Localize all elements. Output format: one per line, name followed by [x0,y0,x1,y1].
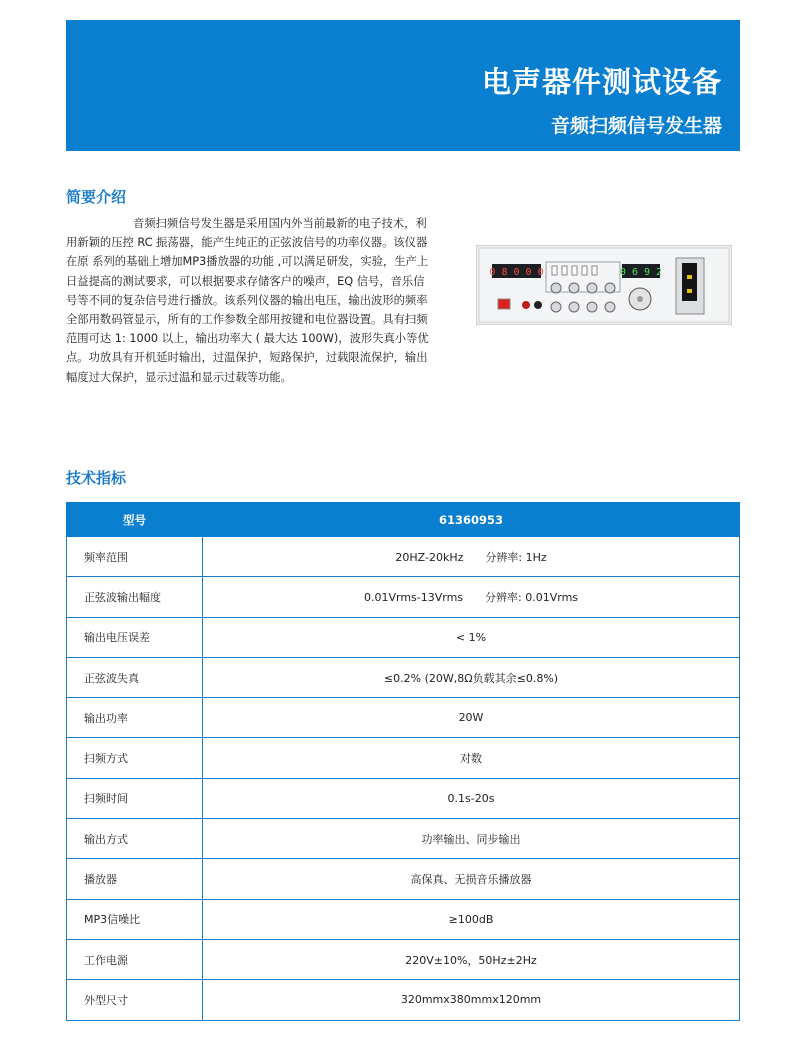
voltage-display: 0 6 9 2 [619,267,663,278]
frequency-display: 0 8 0 0 0 [489,267,544,278]
spec-name: 频率范围 [67,537,203,577]
table-row [67,980,740,1020]
table-row [67,698,740,738]
table-row [67,617,740,657]
spec-name: 输出功率 [67,698,203,738]
table-row [67,939,740,979]
intro-text [66,214,434,387]
page-title: 电声器件测试设备 [481,65,722,99]
spec-value [203,577,740,617]
table-row [67,899,740,939]
header-banner [66,20,740,151]
spec-value-resolution: 分辨率: 0.01Vrms [485,590,579,604]
spec-value-main: 20HZ-20kHz [395,550,464,564]
spec-value: 高保真、无损音乐播放器 [203,859,740,899]
spec-name: 工作电源 [67,939,203,979]
model-number: 61360953 [203,503,740,537]
table-row [67,859,740,899]
model-label: 型号 [67,503,203,537]
spec-value: ≤0.2% (20W,8Ω负载其余≤0.8%) [203,657,740,697]
table-row [67,738,740,778]
spec-name: 扫频时间 [67,778,203,818]
specs-table [66,502,740,1021]
intro-heading: 简要介绍 [66,188,127,206]
spec-value: < 1% [203,617,740,657]
page-subtitle: 音频扫频信号发生器 [550,115,722,137]
spec-value: 对数 [203,738,740,778]
spec-value [203,537,740,577]
spec-value: 320mmx380mmx120mm [203,980,740,1020]
specs-heading: 技术指标 [66,469,127,487]
table-row [67,537,740,577]
spec-name: 外型尺寸 [67,980,203,1020]
intro-paragraph: 音频扫频信号发生器是采用国内外当前最新的电子技术，利用新颖的压控 RC 振荡器，能产生纯正的正弦波信号的功率仪器。该仪器在原 系列的基础上增加MP3播放器的功能 ,可以满足研发，实验，生产上日益提高的测试要求，可以根据要求存储客户的噪声，EQ 信号，音乐信号等不同的复杂信号进行播放。该系列仪器的输出电压，输出波形的频率全部用数码管显示，所有的工作参数全部用按键和电位器设置。具有扫频范围可达 1: 1000 以上，输出功率大 ( 最大达 100W)，波形失真小等优点。功放具有开机延时输出，过温保护，短路保护，过载限流保护，输出幅度过大保护，显示过温和显示过载等功能。 [66,217,429,384]
spec-name: 输出方式 [67,819,203,859]
table-row [67,778,740,818]
spec-name: 正弦波输出幅度 [67,577,203,617]
table-row [67,819,740,859]
device-photo [476,245,732,325]
spec-name: 输出电压误差 [67,617,203,657]
table-row [67,657,740,697]
spec-value-main: 0.01Vrms-13Vrms [363,590,464,604]
spec-name: 播放器 [67,859,203,899]
spec-value: 20W [203,698,740,738]
spec-value: ≥100dB [203,899,740,939]
spec-name: 扫频方式 [67,738,203,778]
spec-value: 220V±10%，50Hz±2Hz [203,939,740,979]
spec-value: 0.1s-20s [203,778,740,818]
spec-value: 功率输出、同步输出 [203,819,740,859]
spec-value-resolution: 分辨率: 1Hz [485,550,547,564]
specs-header-row [67,503,740,537]
table-row [67,577,740,617]
spec-name: MP3信噪比 [67,899,203,939]
spec-name: 正弦波失真 [67,657,203,697]
